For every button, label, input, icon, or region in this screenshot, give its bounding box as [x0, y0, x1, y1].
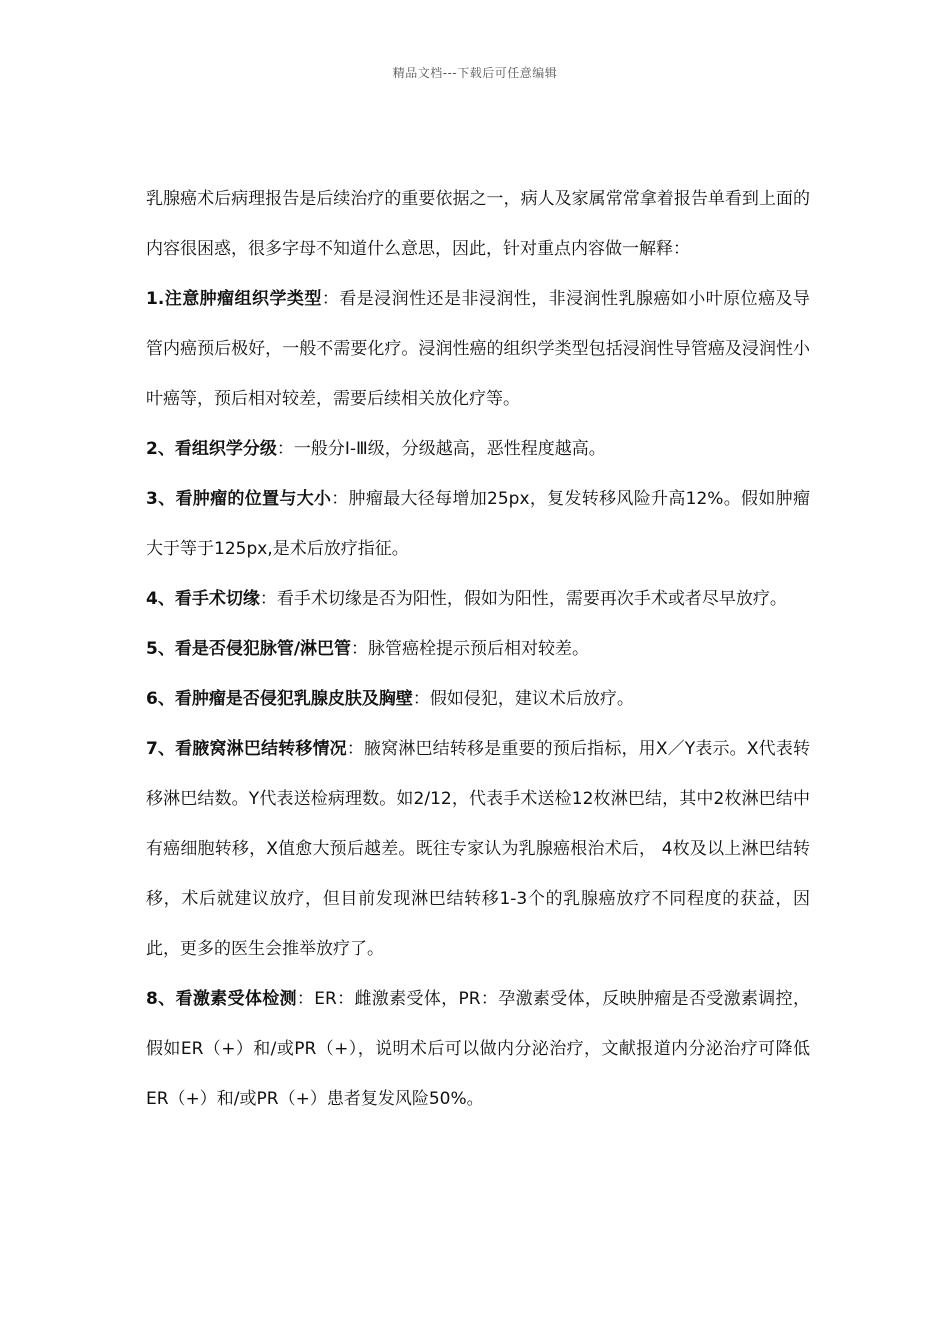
item-4-paragraph	[146, 574, 810, 624]
item-4-text: ：看手术切缘是否为阳性，假如为阳性，需要再次手术或者尽早放疗。	[259, 589, 787, 609]
item-4-heading: 4、看手术切缘	[146, 589, 260, 609]
item-3-heading: 3、看肿瘤的位置与大小	[146, 489, 332, 509]
item-3-paragraph	[146, 474, 810, 574]
item-7-paragraph	[146, 724, 810, 974]
item-6-heading: 6、看肿瘤是否侵犯乳腺皮肤及胸壁	[146, 689, 413, 709]
item-1-heading: 1.注意肿瘤组织学类型	[146, 289, 322, 309]
item-7-heading: 7、看腋窝淋巴结转移情况	[146, 739, 347, 759]
item-8-text: ：ER：雌激素受体，PR：孕激素受体，反映肿瘤是否受激素调控，假如ER（+）和/或PR（+），说明术后可以做内分泌治疗，文献报道内分泌治疗可降低ER（+）和/或PR（+）患者复发风险50%。	[146, 989, 810, 1109]
page-header: 精品文档---下载后可任意编辑	[392, 66, 558, 80]
item-6-text: ：假如侵犯，建议术后放疗。	[412, 689, 634, 709]
intro-paragraph: 乳腺癌术后病理报告是后续治疗的重要依据之一，病人及家属常常拿着报告单看到上面的内容很困惑，很多字母不知道什么意思，因此，针对重点内容做一解释：	[146, 189, 810, 259]
item-6-paragraph	[146, 674, 810, 724]
item-7-text: ：腋窝淋巴结转移是重要的预后指标，用X／Y表示。X代表转移淋巴结数。Y代表送检病理数。如2/12，代表手术送检12枚淋巴结，其中2枚淋巴结中有癌细胞转移，X值愈大预后越差。既往专家认为乳腺癌根治术后， 4枚及以上淋巴结转移，术后就建议放疗，但目前发现淋巴结转移1-3个的乳腺癌放疗不同程度的获益，因此，更多的医生会推举放疗了。	[146, 739, 810, 959]
item-2-text: ：一般分Ⅰ-Ⅲ级，分级越高，恶性程度越高。	[276, 439, 606, 459]
item-5-paragraph	[146, 624, 810, 674]
item-2-heading: 2、看组织学分级	[146, 439, 277, 459]
item-8-paragraph	[146, 974, 810, 1124]
item-1-paragraph	[146, 274, 810, 424]
item-5-text: ：脉管癌栓提示预后相对较差。	[351, 639, 590, 659]
item-2-paragraph	[146, 424, 810, 474]
item-8-heading: 8、看激素受体检测	[146, 989, 297, 1009]
document-body	[146, 174, 810, 1124]
item-3-text: ：肿瘤最大径每增加25px，复发转移风险升高12%。假如肿瘤大于等于125px,是术后放疗指征。	[146, 489, 810, 559]
item-5-heading: 5、看是否侵犯脉管/淋巴管	[146, 639, 352, 659]
item-1-text: ：看是浸润性还是非浸润性，非浸润性乳腺癌如小叶原位癌及导管内癌预后极好，一般不需要化疗。浸润性癌的组织学类型包括浸润性导管癌及浸润性小叶癌等，预后相对较差，需要后续相关放化疗等。	[146, 289, 811, 409]
